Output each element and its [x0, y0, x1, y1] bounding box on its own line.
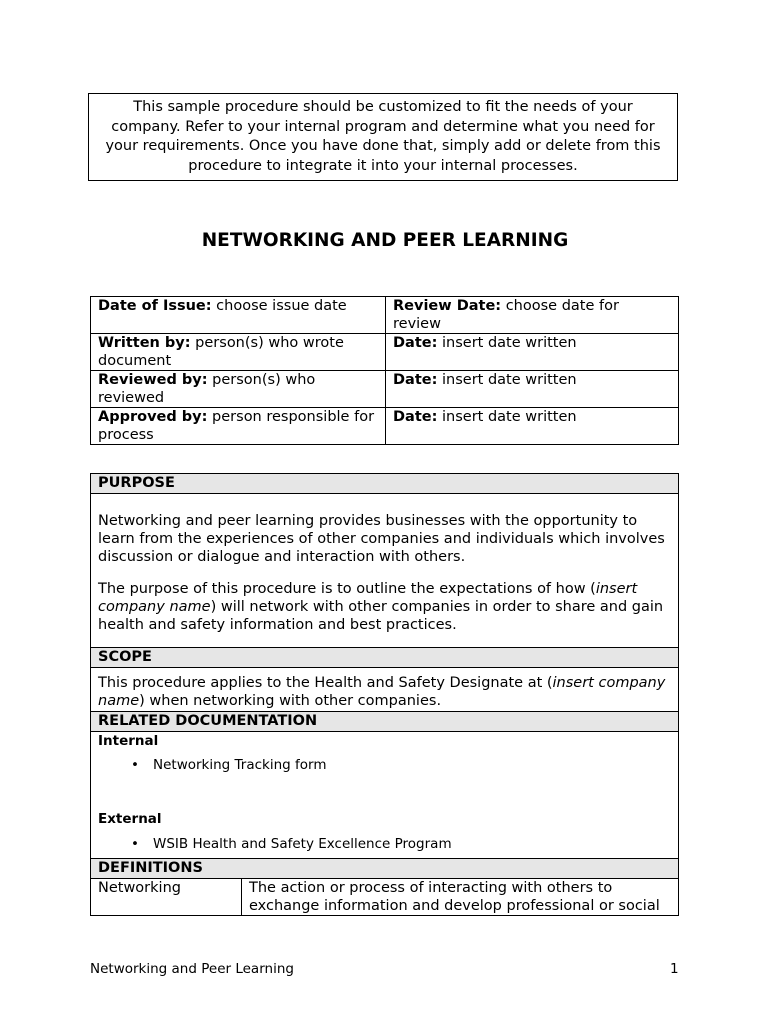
definitions-heading: DEFINITIONS	[91, 859, 678, 879]
customization-notice	[88, 93, 678, 181]
bullet-icon: •	[131, 836, 139, 852]
external-label: External	[98, 811, 162, 827]
field-value: insert date written	[437, 409, 577, 425]
approved-by-cell[interactable]	[91, 408, 386, 445]
internal-doc-item: Networking Tracking form	[153, 757, 327, 773]
definition-row	[91, 879, 678, 915]
field-value: person(s) who wrote document	[98, 335, 344, 369]
table-row	[91, 371, 679, 408]
text-segment: ) will network with other companies in order to share and gain health and safety information and best practices.	[98, 599, 664, 633]
definition-description: The action or process of interacting with others to exchange information and develop professional or social	[249, 880, 660, 914]
field-label: Approved by:	[98, 409, 208, 425]
page-title: NETWORKING AND PEER LEARNING	[201, 230, 569, 251]
field-value: person responsible for process	[98, 409, 375, 443]
field-value: person(s) who reviewed	[98, 372, 316, 406]
field-label: Written by:	[98, 335, 191, 351]
internal-label: Internal	[98, 733, 159, 749]
purpose-body	[91, 494, 678, 648]
text-segment: ) when networking with other companies.	[139, 693, 442, 709]
reviewed-date-cell[interactable]	[386, 371, 679, 408]
bullet-icon: •	[131, 757, 139, 773]
external-doc-item: WSIB Health and Safety Excellence Program	[153, 836, 452, 852]
approved-date-cell[interactable]	[386, 408, 679, 445]
document-info-table	[90, 296, 679, 445]
field-label: Date:	[393, 335, 438, 351]
table-row	[91, 334, 679, 371]
scope-body	[91, 668, 678, 712]
procedure-sections	[90, 473, 679, 916]
field-label: Date of Issue:	[98, 298, 212, 314]
field-value: insert date written	[437, 335, 577, 351]
field-label: Date:	[393, 372, 438, 388]
reviewed-by-cell[interactable]	[91, 371, 386, 408]
notice-text: This sample procedure should be customized to fit the needs of your company. Refer to your internal program and determine what you need for your requirements. Once you have done that, simply add or delete from this procedure to integrate it into your internal processes.	[105, 99, 661, 174]
list-item	[131, 835, 452, 853]
related-documentation-heading: RELATED DOCUMENTATION	[91, 712, 678, 732]
field-label: Date:	[393, 409, 438, 425]
list-item	[131, 756, 327, 774]
field-label: Reviewed by:	[98, 372, 208, 388]
issue-date-cell[interactable]	[91, 297, 386, 334]
text-segment: The purpose of this procedure is to outline the expectations of how (	[98, 581, 596, 597]
text-segment: This procedure applies to the Health and Safety Designate at (	[98, 675, 553, 691]
field-value: choose date for review	[393, 298, 619, 332]
purpose-paragraph-1: Networking and peer learning provides businesses with the opportunity to learn from the experiences of other companies and individuals which involves discussion or dialogue and interaction with others.	[98, 513, 665, 565]
scope-heading: SCOPE	[91, 648, 678, 668]
written-date-cell[interactable]	[386, 334, 679, 371]
review-date-cell[interactable]	[386, 297, 679, 334]
company-name-placeholder: insert company name	[98, 675, 666, 709]
footer-title: Networking and Peer Learning	[90, 961, 294, 977]
table-row	[91, 408, 679, 445]
field-label: Review Date:	[393, 298, 502, 314]
company-name-placeholder: insert company name	[98, 581, 638, 615]
definition-term: Networking	[91, 879, 242, 915]
field-value: choose issue date	[211, 298, 347, 314]
related-documentation-body	[91, 732, 678, 859]
purpose-paragraph-2	[98, 580, 671, 634]
table-row	[91, 297, 679, 334]
field-value: insert date written	[437, 372, 577, 388]
written-by-cell[interactable]	[91, 334, 386, 371]
purpose-heading: PURPOSE	[91, 474, 678, 494]
page-number: 1	[670, 961, 679, 977]
